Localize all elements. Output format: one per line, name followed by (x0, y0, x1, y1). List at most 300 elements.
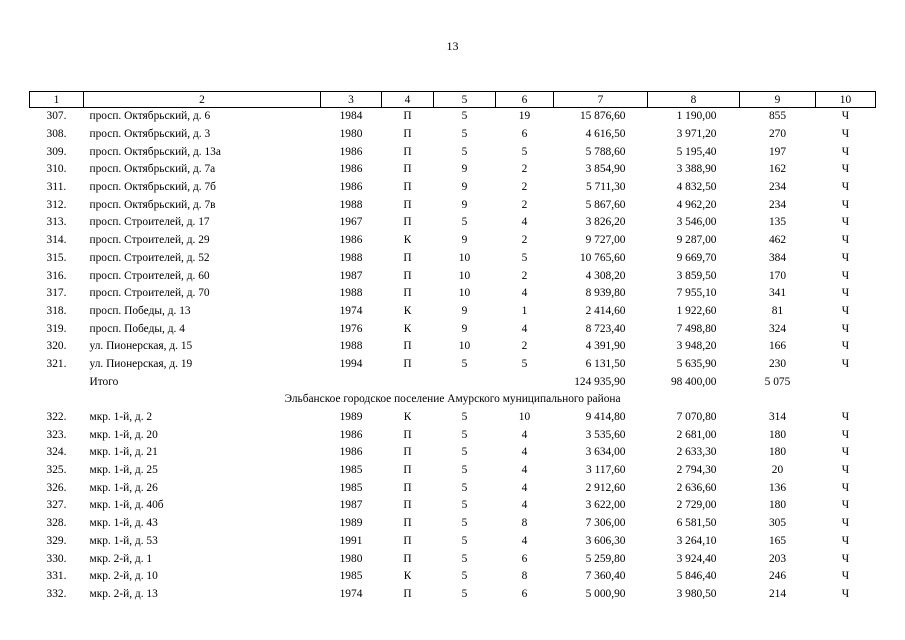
living-area-cell: 3 971,20 (676, 128, 717, 141)
category-cell: Ч (841, 128, 850, 141)
residents-cell: 197 (768, 145, 787, 158)
residents-cell: 170 (768, 269, 787, 282)
living-area-cell: 5 635,90 (676, 357, 717, 370)
table-row (30, 126, 876, 144)
year-built-cell: 1987 (339, 269, 363, 282)
entrances-cell: 4 (521, 481, 528, 494)
page-number: 13 (446, 39, 459, 53)
category-cell: Ч (841, 411, 850, 424)
total-area-cell: 2 912,60 (585, 481, 626, 494)
table-body-group-2 (30, 409, 876, 604)
wall-material-cell: П (403, 145, 412, 158)
column-header: 3 (321, 92, 382, 108)
table-row (30, 515, 876, 533)
address-cell: просп. Строителей, д. 52 (89, 251, 210, 264)
address-cell: просп. Строителей, д. 29 (89, 234, 210, 247)
address-cell: просп. Октябрьский, д. 13а (89, 145, 221, 158)
category-cell: Ч (841, 534, 850, 547)
wall-material-cell: П (403, 499, 412, 512)
living-area-cell: 3 546,00 (676, 216, 717, 229)
total-area-cell: 5 867,60 (585, 198, 626, 211)
wall-material-cell: П (403, 517, 412, 530)
table-row (30, 462, 876, 480)
floors-cell: 5 (461, 552, 468, 565)
table-row (30, 533, 876, 551)
total-living-area: 98 400,00 (670, 375, 717, 388)
residents-cell: 234 (768, 198, 787, 211)
year-built-cell: 1974 (339, 587, 363, 600)
row-number-cell: 317. (46, 287, 67, 300)
total-area-cell: 3 606,30 (585, 534, 626, 547)
wall-material-cell: П (403, 163, 412, 176)
floors-cell: 10 (458, 251, 471, 264)
category-cell: Ч (841, 145, 850, 158)
living-area-cell: 9 287,00 (676, 234, 717, 247)
column-header: 2 (84, 92, 321, 108)
residents-cell: 20 (771, 464, 784, 477)
year-built-cell: 1986 (339, 446, 363, 459)
total-section (30, 373, 876, 408)
column-header: 6 (496, 92, 554, 108)
row-number-cell: 313. (46, 216, 67, 229)
living-area-cell: 5 846,40 (676, 570, 717, 583)
table-row (30, 479, 876, 497)
entrances-cell: 4 (521, 322, 528, 335)
table-row (30, 568, 876, 586)
wall-material-cell: К (403, 304, 412, 317)
total-area-cell: 7 360,40 (585, 570, 626, 583)
category-cell: Ч (841, 322, 850, 335)
table-row (30, 285, 876, 303)
total-area-cell: 7 306,00 (585, 517, 626, 530)
year-built-cell: 1985 (339, 481, 363, 494)
category-cell: Ч (841, 428, 850, 441)
row-number-cell: 323. (46, 428, 67, 441)
row-number-cell: 325. (46, 464, 67, 477)
table-row (30, 356, 876, 374)
address-cell: просп. Октябрьский, д. 6 (89, 110, 211, 123)
residents-cell: 314 (768, 411, 787, 424)
row-number-cell: 309. (46, 145, 67, 158)
category-cell: Ч (841, 287, 850, 300)
row-number-cell: 328. (46, 517, 67, 530)
table-row (30, 320, 876, 338)
entrances-cell: 4 (521, 287, 528, 300)
row-number-cell: 316. (46, 269, 67, 282)
living-area-cell: 2 794,30 (676, 464, 717, 477)
category-cell: Ч (841, 481, 850, 494)
living-area-cell: 4 832,50 (676, 181, 717, 194)
year-built-cell: 1976 (339, 322, 363, 335)
year-built-cell: 1994 (339, 357, 363, 370)
address-cell: просп. Строителей, д. 17 (89, 216, 210, 229)
column-header: 9 (740, 92, 816, 108)
row-number-cell: 318. (46, 304, 67, 317)
table-row (30, 143, 876, 161)
address-cell: мкр. 1-й, д. 43 (89, 517, 158, 530)
residents-cell: 162 (768, 163, 787, 176)
entrances-cell: 4 (521, 446, 528, 459)
total-area-cell: 4 616,50 (585, 128, 626, 141)
floors-cell: 5 (461, 411, 468, 424)
address-cell: мкр. 2-й, д. 10 (89, 570, 158, 583)
living-area-cell: 3 948,20 (676, 340, 717, 353)
section-heading-row (30, 391, 876, 409)
living-area-cell: 7 498,80 (676, 322, 717, 335)
category-cell: Ч (841, 446, 850, 459)
living-area-cell: 1 190,00 (676, 110, 717, 123)
table-body-group-1 (30, 108, 876, 374)
category-cell: Ч (841, 110, 850, 123)
entrances-cell: 2 (521, 269, 528, 282)
row-number-cell: 320. (46, 340, 67, 353)
category-cell: Ч (841, 552, 850, 565)
address-cell: мкр. 1-й, д. 26 (89, 481, 158, 494)
wall-material-cell: П (403, 446, 412, 459)
entrances-cell: 10 (518, 411, 531, 424)
entrances-cell: 4 (521, 534, 528, 547)
residents-cell: 135 (768, 216, 787, 229)
living-area-cell: 4 962,20 (676, 198, 717, 211)
residents-cell: 324 (768, 322, 787, 335)
wall-material-cell: П (403, 587, 412, 600)
address-cell: мкр. 1-й, д. 2 (89, 411, 153, 424)
table-row (30, 214, 876, 232)
address-cell: просп. Строителей, д. 70 (89, 287, 210, 300)
year-built-cell: 1986 (339, 181, 363, 194)
year-built-cell: 1991 (339, 534, 363, 547)
row-number-cell: 319. (46, 322, 67, 335)
column-header: 7 (554, 92, 648, 108)
address-cell: мкр. 1-й, д. 20 (89, 428, 158, 441)
total-label: Итого (89, 375, 119, 388)
residents-cell: 81 (771, 304, 784, 317)
floors-cell: 5 (461, 216, 468, 229)
address-cell: просп. Октябрьский, д. 7б (89, 181, 216, 194)
entrances-cell: 5 (521, 145, 528, 158)
section-title: Эльбанское городское поселение Амурского муниципального района (284, 393, 621, 406)
entrances-cell: 5 (521, 357, 528, 370)
residents-cell: 180 (768, 446, 787, 459)
column-header: 5 (434, 92, 496, 108)
total-area-cell: 9 414,80 (585, 411, 626, 424)
living-area-cell: 2 633,30 (676, 446, 717, 459)
residents-cell: 305 (768, 517, 787, 530)
living-area-cell: 7 955,10 (676, 287, 717, 300)
row-number-cell: 321. (46, 357, 67, 370)
residents-cell: 462 (768, 234, 787, 247)
table-row (30, 586, 876, 604)
column-header: 8 (648, 92, 740, 108)
row-number-cell: 307. (46, 110, 67, 123)
floors-cell: 9 (461, 304, 468, 317)
address-cell: мкр. 1-й, д. 40б (89, 499, 164, 512)
floors-cell: 5 (461, 534, 468, 547)
column-header: 4 (382, 92, 434, 108)
total-area-cell: 5 000,90 (585, 587, 626, 600)
year-built-cell: 1986 (339, 234, 363, 247)
address-cell: просп. Строителей, д. 60 (89, 269, 210, 282)
address-cell: ул. Пионерская, д. 19 (89, 357, 193, 370)
entrances-cell: 2 (521, 181, 528, 194)
living-area-cell: 3 388,90 (676, 163, 717, 176)
total-area-cell: 3 117,60 (586, 464, 626, 477)
table-row (30, 444, 876, 462)
wall-material-cell: П (403, 198, 412, 211)
total-area: 124 935,90 (574, 375, 626, 388)
address-cell: просп. Октябрьский, д. 7а (89, 163, 216, 176)
category-cell: Ч (841, 163, 850, 176)
category-cell: Ч (841, 269, 850, 282)
wall-material-cell: П (403, 287, 412, 300)
living-area-cell: 7 070,80 (676, 411, 717, 424)
entrances-cell: 2 (521, 198, 528, 211)
floors-cell: 5 (461, 110, 468, 123)
wall-material-cell: К (403, 322, 412, 335)
total-area-cell: 3 622,00 (585, 499, 626, 512)
entrances-cell: 5 (521, 251, 528, 264)
living-area-cell: 5 195,40 (676, 145, 717, 158)
category-cell: Ч (841, 517, 850, 530)
column-number-header (30, 92, 876, 108)
row-number-cell: 314. (46, 234, 67, 247)
entrances-cell: 4 (521, 428, 528, 441)
wall-material-cell: П (403, 552, 412, 565)
living-area-cell: 9 669,70 (676, 251, 717, 264)
year-built-cell: 1986 (339, 145, 363, 158)
category-cell: Ч (841, 357, 850, 370)
residents-cell: 341 (768, 287, 787, 300)
entrances-cell: 2 (521, 340, 528, 353)
total-area-cell: 8 939,80 (585, 287, 626, 300)
residents-cell: 855 (768, 110, 787, 123)
year-built-cell: 1987 (339, 499, 363, 512)
floors-cell: 5 (461, 128, 468, 141)
total-area-cell: 4 308,20 (585, 269, 626, 282)
living-area-cell: 3 980,50 (676, 587, 717, 600)
entrances-cell: 6 (521, 552, 528, 565)
category-cell: Ч (841, 499, 850, 512)
year-built-cell: 1989 (339, 517, 363, 530)
row-number-cell: 315. (46, 251, 67, 264)
total-area-cell: 10 765,60 (579, 251, 626, 264)
entrances-cell: 1 (521, 304, 528, 317)
total-area-cell: 5 259,80 (585, 552, 626, 565)
residents-cell: 214 (768, 587, 787, 600)
year-built-cell: 1988 (339, 251, 363, 264)
row-number-cell: 322. (46, 411, 67, 424)
floors-cell: 5 (461, 499, 468, 512)
address-cell: просп. Октябрьский, д. 7в (89, 198, 216, 211)
entrances-cell: 2 (521, 234, 528, 247)
wall-material-cell: П (403, 428, 412, 441)
housing-registry-table (29, 91, 876, 603)
floors-cell: 5 (461, 517, 468, 530)
row-number-cell: 312. (46, 198, 67, 211)
year-built-cell: 1988 (339, 340, 363, 353)
address-cell: мкр. 2-й, д. 1 (89, 552, 153, 565)
residents-cell: 180 (768, 428, 787, 441)
residents-cell: 166 (768, 340, 787, 353)
address-cell: мкр. 1-й, д. 21 (89, 446, 158, 459)
floors-cell: 5 (461, 587, 468, 600)
address-cell: мкр. 2-й, д. 13 (89, 587, 158, 600)
row-number-cell: 308. (46, 128, 67, 141)
floors-cell: 5 (461, 446, 468, 459)
table-row (30, 550, 876, 568)
living-area-cell: 6 581,50 (676, 517, 717, 530)
total-area-cell: 3 535,60 (585, 428, 626, 441)
residents-cell: 270 (768, 128, 787, 141)
living-area-cell: 2 681,00 (676, 428, 717, 441)
column-header: 1 (30, 92, 84, 108)
row-number-cell: 332. (46, 587, 67, 600)
year-built-cell: 1980 (339, 552, 363, 565)
entrances-cell: 4 (521, 499, 528, 512)
wall-material-cell: К (403, 411, 412, 424)
table-row (30, 338, 876, 356)
residents-cell: 234 (768, 181, 787, 194)
wall-material-cell: П (403, 481, 412, 494)
year-built-cell: 1986 (339, 428, 363, 441)
year-built-cell: 1967 (339, 216, 363, 229)
header-row (30, 92, 876, 108)
floors-cell: 9 (461, 163, 468, 176)
total-area-cell: 5 788,60 (585, 145, 626, 158)
wall-material-cell: П (403, 251, 412, 264)
year-built-cell: 1988 (339, 198, 363, 211)
category-cell: Ч (841, 181, 850, 194)
category-cell: Ч (841, 570, 850, 583)
wall-material-cell: П (403, 128, 412, 141)
floors-cell: 5 (461, 357, 468, 370)
floors-cell: 5 (461, 428, 468, 441)
year-built-cell: 1980 (339, 128, 363, 141)
table-row (30, 179, 876, 197)
wall-material-cell: К (403, 570, 412, 583)
table-row (30, 161, 876, 179)
floors-cell: 9 (461, 234, 468, 247)
category-cell: Ч (841, 198, 850, 211)
total-area-cell: 4 391,90 (585, 340, 626, 353)
total-area-cell: 5 711,30 (586, 181, 626, 194)
year-built-cell: 1986 (339, 163, 363, 176)
column-header: 10 (816, 92, 876, 108)
wall-material-cell: П (403, 357, 412, 370)
table-row (30, 409, 876, 427)
table-row (30, 108, 876, 126)
row-number-cell: 324. (46, 446, 67, 459)
row-number-cell: 326. (46, 481, 67, 494)
floors-cell: 10 (458, 287, 471, 300)
floors-cell: 10 (458, 269, 471, 282)
floors-cell: 5 (461, 481, 468, 494)
year-built-cell: 1985 (339, 570, 363, 583)
row-number-cell: 329. (46, 534, 67, 547)
total-area-cell: 15 876,60 (579, 110, 626, 123)
category-cell: Ч (841, 251, 850, 264)
entrances-cell: 19 (518, 110, 531, 123)
total-area-cell: 3 826,20 (585, 216, 626, 229)
residents-cell: 384 (768, 251, 787, 264)
floors-cell: 9 (461, 198, 468, 211)
entrances-cell: 8 (521, 570, 528, 583)
wall-material-cell: П (403, 340, 412, 353)
year-built-cell: 1974 (339, 304, 363, 317)
table-row (30, 232, 876, 250)
residents-cell: 203 (768, 552, 787, 565)
wall-material-cell: П (403, 181, 412, 194)
row-number-cell: 310. (46, 163, 67, 176)
year-built-cell: 1985 (339, 464, 363, 477)
table-row (30, 267, 876, 285)
entrances-cell: 6 (521, 128, 528, 141)
residents-cell: 230 (768, 357, 787, 370)
year-built-cell: 1988 (339, 287, 363, 300)
address-cell: просп. Победы, д. 4 (89, 322, 185, 335)
total-row (30, 373, 876, 391)
total-area-cell: 9 727,00 (585, 234, 626, 247)
wall-material-cell: П (403, 534, 412, 547)
entrances-cell: 6 (521, 587, 528, 600)
wall-material-cell: П (403, 269, 412, 282)
entrances-cell: 4 (521, 464, 528, 477)
entrances-cell: 4 (521, 216, 528, 229)
total-area-cell: 3 854,90 (585, 163, 626, 176)
total-area-cell: 3 634,00 (585, 446, 626, 459)
floors-cell: 9 (461, 322, 468, 335)
total-area-cell: 6 131,50 (585, 357, 626, 370)
address-cell: просп. Победы, д. 13 (89, 304, 191, 317)
address-cell: просп. Октябрьский, д. 3 (89, 128, 211, 141)
residents-cell: 165 (768, 534, 787, 547)
wall-material-cell: К (403, 234, 412, 247)
category-cell: Ч (841, 587, 850, 600)
wall-material-cell: П (403, 464, 412, 477)
table-row (30, 250, 876, 268)
living-area-cell: 2 636,60 (676, 481, 717, 494)
category-cell: Ч (841, 464, 850, 477)
residents-cell: 180 (768, 499, 787, 512)
living-area-cell: 2 729,00 (676, 499, 717, 512)
row-number-cell: 311. (46, 181, 67, 194)
living-area-cell: 3 859,50 (676, 269, 717, 282)
year-built-cell: 1989 (339, 411, 363, 424)
entrances-cell: 8 (521, 517, 528, 530)
table-row (30, 196, 876, 214)
category-cell: Ч (841, 340, 850, 353)
table-row (30, 497, 876, 515)
floors-cell: 5 (461, 570, 468, 583)
row-number-cell: 331. (46, 570, 67, 583)
address-cell: ул. Пионерская, д. 15 (89, 340, 193, 353)
living-area-cell: 3 924,40 (676, 552, 717, 565)
total-residents: 5 075 (764, 375, 791, 388)
address-cell: мкр. 1-й, д. 53 (89, 534, 158, 547)
category-cell: Ч (841, 234, 850, 247)
wall-material-cell: П (403, 216, 412, 229)
floors-cell: 5 (461, 145, 468, 158)
floors-cell: 5 (461, 464, 468, 477)
wall-material-cell: П (403, 110, 412, 123)
total-area-cell: 2 414,60 (585, 304, 626, 317)
table-row (30, 303, 876, 321)
category-cell: Ч (841, 216, 850, 229)
row-number-cell: 327. (46, 499, 67, 512)
total-area-cell: 8 723,40 (585, 322, 626, 335)
floors-cell: 10 (458, 340, 471, 353)
category-cell: Ч (841, 304, 850, 317)
